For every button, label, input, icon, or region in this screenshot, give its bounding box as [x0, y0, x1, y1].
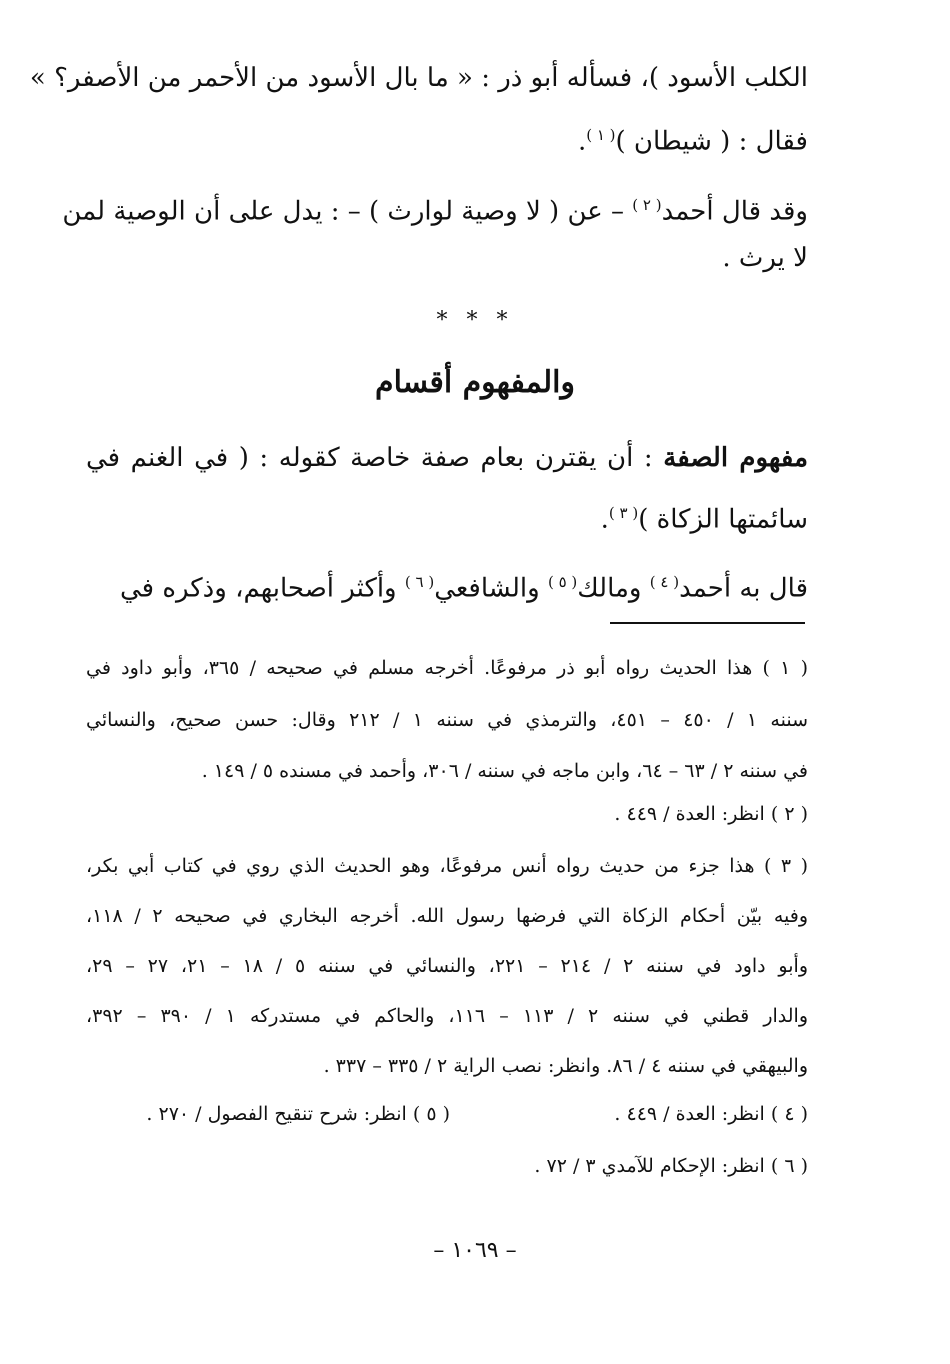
footnote-line: والدار قطني في سننه ٢ / ١١٣ – ١١٦، والحاكم في مستدركه ١ / ٣٩٠ – ٣٩٢،: [86, 1005, 809, 1027]
footnote-marker[interactable]: ( ١ ): [586, 126, 616, 144]
footnote-line: ( ٣ ) هذا جزء من حديث رواه أنس مرفوعًا، وهو الحديث الذي روي في كتاب أبي بكر،: [86, 855, 809, 877]
body-text: سائمتها الزكاة ): [638, 504, 808, 535]
body-text: فقال : ( شيطان ): [615, 126, 808, 157]
body-text: : أن يقترن بعام صفة خاصة كقوله : ( في الغنم في: [86, 443, 664, 473]
body-text: ومالك: [577, 573, 650, 604]
body-line: [86, 438, 808, 478]
body-text: .: [577, 126, 587, 157]
body-text: .: [600, 504, 609, 535]
body-text: لا يرث .: [722, 243, 808, 273]
body-line: [29, 58, 808, 98]
footnote-line: ( ٢ ) انظر: العدة / ٤٤٩ .: [614, 803, 808, 825]
footnote-line: ( ٤ ) انظر: العدة / ٤٤٩ .: [614, 1103, 808, 1125]
footnote-line: والبيهقي في سننه ٤ / ٨٦. وانظر: نصب الراية ٢ / ٣٣٥ – ٣٣٧ .: [323, 1055, 808, 1077]
body-text: والشافعي: [434, 573, 548, 604]
footnote-divider: [610, 622, 805, 624]
footnote-line: في سننه ٢ / ٦٣ – ٦٤، وابن ماجه في سننه / ٣٠٦، وأحمد في مسنده ٥ / ١٤٩ .: [201, 760, 808, 782]
footnote-line: وأبو داود في سننه ٢ / ٢١٤ – ٢٢١، والنسائي في سننه ٥ / ١٨ – ٢١، ٢٧ – ٢٩،: [86, 955, 808, 977]
footnote-marker[interactable]: ( ٢ ): [632, 196, 662, 214]
footnote-line: سننه ١ / ٤٥٠ – ٤٥١، والترمذي في سننه ١ / ٢١٢ وقال: حسن صحيح، والنسائي: [86, 709, 809, 731]
body-line: [86, 238, 808, 278]
body-text: وقد قال أحمد: [661, 196, 808, 227]
section-separator: * * *: [436, 308, 514, 333]
body-text: وأكثر أصحابهم، وذكره في: [119, 573, 405, 604]
body-line: [86, 562, 808, 609]
footnote-line: وفيه بيّن أحكام الزكاة التي فرضها رسول الله. أخرجه البخاري في صحيحه ٢ / ١١٨،: [86, 905, 808, 927]
body-text: – عن ( لا وصية لوارث ) – : يدل على أن الوصية لمن: [62, 196, 633, 227]
footnote-marker[interactable]: ( ٦ ): [404, 573, 435, 591]
section-heading: والمفهوم أقسام: [375, 365, 575, 400]
footnote-marker[interactable]: ( ٣ ): [608, 504, 639, 522]
page-number: – ١٠٦٩ –: [433, 1238, 517, 1263]
body-line: [62, 185, 808, 232]
footnote-marker[interactable]: ( ٤ ): [649, 573, 680, 591]
footnote-line: ( ٦ ) انظر: الإحكام للآمدي ٣ / ٧٢ .: [534, 1155, 808, 1177]
term-heading: مفهوم الصفة: [663, 443, 808, 473]
body-text: قال به أحمد: [679, 573, 808, 604]
footnote-marker[interactable]: ( ٥ ): [547, 573, 578, 591]
footnote-line: ( ١ ) هذا الحديث رواه أبو ذر مرفوعًا. أخرجه مسلم في صحيحه / ٣٦٥، وأبو داود في: [86, 657, 809, 679]
footnote-line: ( ٥ ) انظر: شرح تنقيح الفصول / ٢٧٠ .: [146, 1103, 450, 1125]
body-text: الكلب الأسود )، فسأله أبو ذر : « ما بال الأسود من الأحمر من الأصفر؟ »: [29, 63, 808, 93]
body-line: [86, 493, 808, 540]
body-line: [86, 115, 808, 162]
